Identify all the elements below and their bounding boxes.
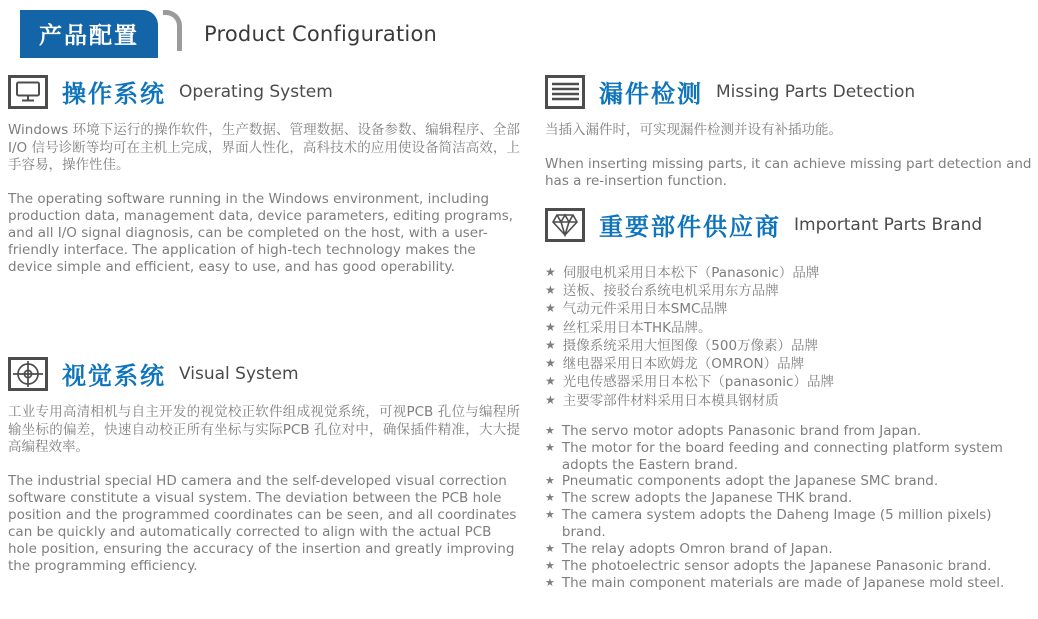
section-header: [545, 74, 1033, 109]
section-title-en: Operating System: [179, 81, 333, 102]
section-title-en: Visual System: [179, 363, 299, 384]
section-header: [8, 356, 520, 391]
list-item: [545, 440, 1033, 474]
star-bullet-icon: ★: [545, 541, 555, 555]
list-item-text: 主要零部件材料采用日本模具钢材质: [562, 392, 779, 409]
star-bullet-icon: ★: [545, 423, 555, 437]
list-item-text: 光电传感器采用日本松下（panasonic）品牌: [562, 374, 834, 391]
list-item: [545, 423, 1033, 440]
section-important-parts-brand: [545, 207, 1033, 592]
star-bullet-icon: ★: [545, 508, 555, 522]
star-bullet-icon: ★: [545, 491, 555, 505]
section-title-zh: 视觉系统: [62, 362, 166, 390]
list-item-text: 伺服电机采用日本松下（Panasonic）品牌: [562, 265, 820, 281]
star-bullet-icon: ★: [545, 392, 556, 407]
list-item-text: Pneumatic components adopt the Japanese SMC brand.: [561, 473, 939, 490]
list-item: [545, 355, 1033, 373]
star-bullet-icon: ★: [545, 558, 555, 572]
list-item-text: The photoelectric sensor adopts the Japanese Panasonic brand.: [561, 557, 992, 574]
star-bullet-icon: ★: [545, 283, 556, 298]
list-item-text: 继电器采用日本欧姆龙（OMRON）品牌: [562, 356, 805, 373]
monitor-icon: [8, 75, 48, 109]
paragraph-en: The operating software running in the Windows environment, including production data, management data, device parameters, editing programs, and all I/O signal diagnosis, can be completed on the host, with a user-friendly interface. The application of high-tech technology makes the device simple and efficient, easy to use, and has good operability.: [8, 190, 514, 275]
list-item: [545, 575, 1033, 592]
list-item: [545, 282, 1033, 300]
list-item-text: 丝杠采用日本THK品牌。: [562, 319, 712, 336]
section-title-zh: 重要部件供应商: [599, 213, 781, 241]
paragraph-en: The industrial special HD camera and the self-developed visual correction software constitute a visual system. The deviation between the PCB hole position and the programmed coordinates can be seen, and all coordinates can be quickly and automatically corrected to align with the actual PCB hole position, ensuring the accuracy of the insertion and greatly improving the programming efficiency.: [8, 472, 517, 574]
page-title: Product Configuration: [204, 22, 438, 46]
section-title-zh: 操作系统: [62, 80, 166, 108]
paragraph-zh: 工业专用高清相机与自主开发的视觉校正软件组成视觉系统，可视PCB 孔位与编程所输坐标的偏差，快速自动校正所有坐标与实际PCB 孔位对中，确保插件精准，大大提高编程效率。: [8, 404, 520, 456]
list-item-text: 气动元件采用日本SMC品牌: [562, 301, 728, 318]
section-operating-system: [8, 74, 520, 276]
section-header: [545, 207, 1033, 242]
list-item: [545, 541, 1033, 558]
section-header: [8, 74, 520, 109]
star-bullet-icon: ★: [545, 265, 556, 279]
list-item-text: The relay adopts Omron brand of Japan.: [561, 540, 833, 557]
star-bullet-icon: ★: [545, 356, 556, 371]
list-item: [545, 392, 1033, 410]
paragraph-en: When inserting missing parts, it can achieve missing part detection and has a re-insertion function.: [545, 155, 1032, 189]
list-item-text: 送板、接驳台系统电机采用东方品牌: [562, 283, 779, 300]
list-item: [545, 558, 1033, 575]
list-item-text: The main component materials are made of Japanese mold steel.: [561, 574, 1005, 591]
list-item-text: The screw adopts the Japanese THK brand.: [561, 490, 853, 507]
list-item: [545, 473, 1033, 490]
list-item: [545, 337, 1033, 355]
gem-icon: [545, 208, 585, 242]
list-item: [545, 373, 1033, 391]
brand-list-zh: [545, 264, 1033, 410]
section-missing-parts-detection: [545, 74, 1033, 190]
paragraph-zh: Windows 环境下运行的操作软件，生产数据、管理数据、设备参数、编辑程序、全部 I/O 信号诊断等均可在主机上完成，界面人性化，高科技术的应用使设备简洁高效，上手容易，操作性佳。: [8, 122, 520, 174]
paragraph-zh: 当插入漏件时，可实现漏件检测并设有补插功能。: [545, 122, 842, 138]
star-bullet-icon: ★: [545, 337, 556, 352]
star-bullet-icon: ★: [545, 575, 555, 589]
star-bullet-icon: ★: [545, 374, 556, 389]
list-item: [545, 507, 1033, 541]
star-bullet-icon: ★: [545, 474, 555, 488]
list-item: [545, 319, 1033, 337]
section-title-en: Missing Parts Detection: [716, 81, 916, 102]
star-bullet-icon: ★: [545, 319, 556, 334]
badge-swoosh-decoration: [163, 10, 182, 51]
list-item: [545, 490, 1033, 507]
list-item: [545, 300, 1033, 318]
list-item-text: The motor for the board feeding and connecting platform system adopts the Eastern brand.: [561, 439, 1003, 473]
list-item: [545, 264, 1033, 282]
header-badge: 产品配置: [20, 10, 158, 58]
section-visual-system: [8, 356, 520, 575]
crosshair-target-icon: [8, 357, 48, 391]
list-item-text: The camera system adopts the Daheng Image (5 million pixels) brand.: [561, 507, 992, 540]
star-bullet-icon: ★: [545, 301, 556, 316]
star-bullet-icon: ★: [545, 440, 555, 454]
list-item-text: 摄像系统采用大恒图像（500万像素）品牌: [562, 337, 819, 354]
list-item-text: The servo motor adopts Panasonic brand from Japan.: [561, 422, 922, 439]
brand-list-en: [545, 423, 1033, 592]
section-title-en: Important Parts Brand: [794, 214, 983, 235]
section-title-zh: 漏件检测: [599, 80, 703, 108]
page-header: [20, 10, 437, 58]
stacked-lines-icon: [545, 75, 585, 109]
